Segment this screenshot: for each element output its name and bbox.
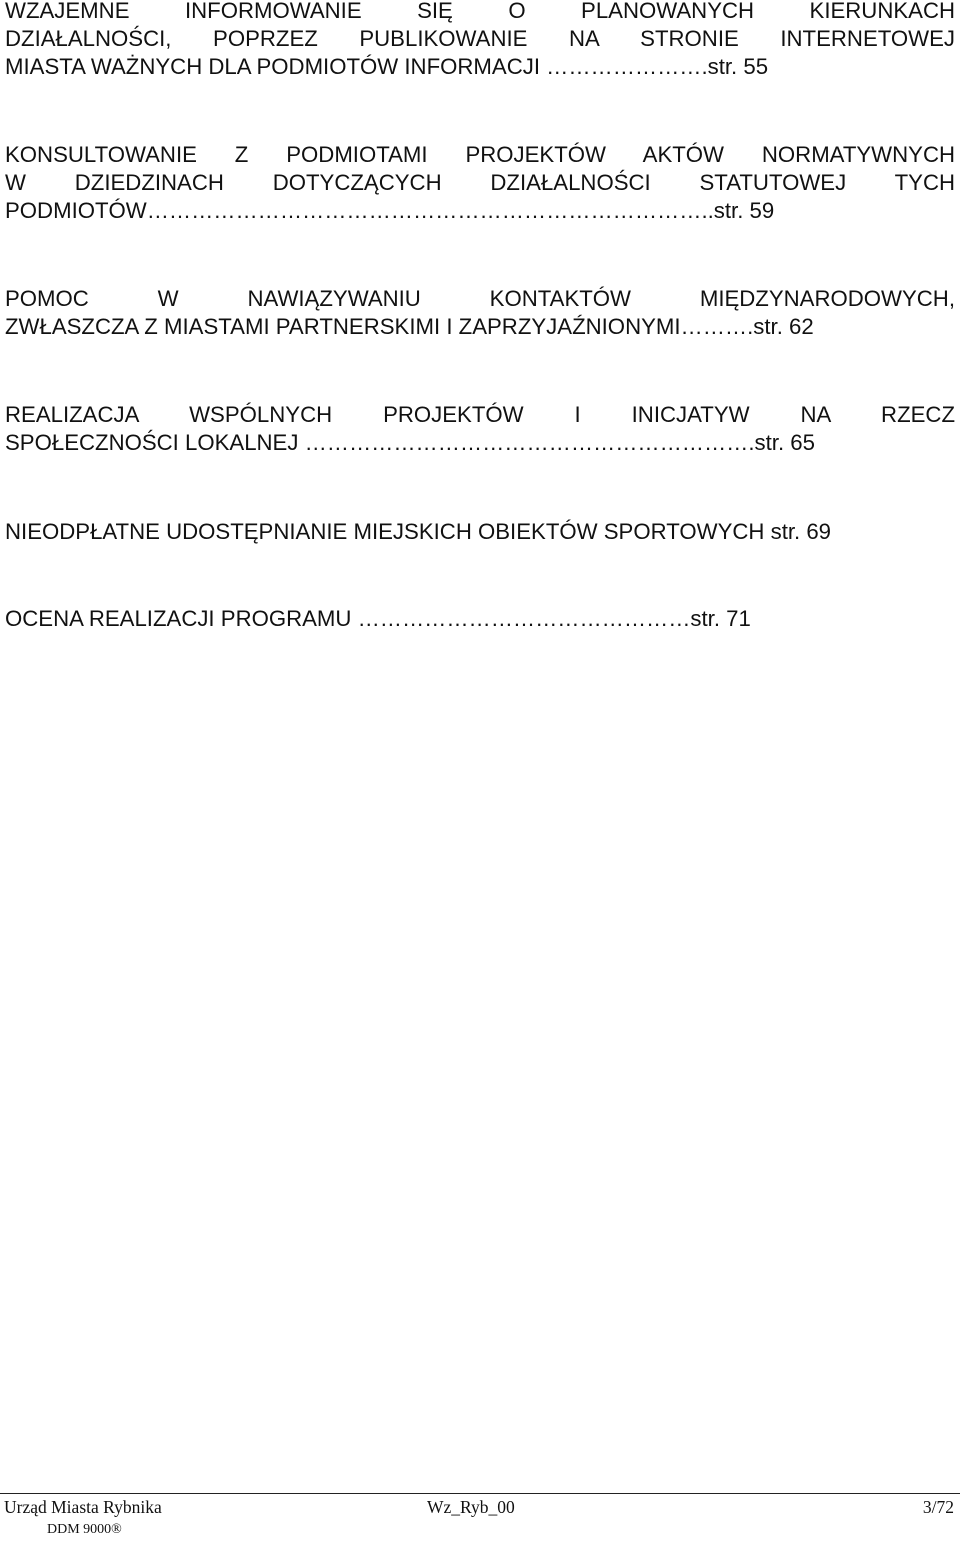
toc-entry[interactable] — [5, 285, 955, 341]
toc-entry-last-line — [5, 518, 955, 546]
toc-entry-title: ZWŁASZCZA Z MIASTAMI PARTNERSKIMI I ZAPRZYJAŹNIONYMI……… — [5, 314, 748, 339]
toc-page-number: .str. 55 — [701, 54, 769, 79]
toc-entry[interactable] — [5, 518, 955, 546]
footer-page-number: 3/72 — [922, 1497, 954, 1517]
toc-entry-last-line — [5, 53, 955, 81]
toc-entry-title: NIEODPŁATNE UDOSTĘPNIANIE MIEJSKICH OBIEKTÓW SPORTOWYCH — [5, 519, 765, 544]
toc-entry-last-line — [5, 313, 955, 341]
toc-entry-title: OCENA REALIZACJI PROGRAMU ……………………………………… — [5, 606, 691, 631]
toc-entry-last-line — [5, 429, 955, 457]
toc-entry-line: W DZIEDZINACH DOTYCZĄCYCH DZIAŁALNOŚCI STATUTOWEJ TYCH — [5, 170, 955, 195]
footer-organization: Urząd Miasta Rybnika — [4, 1497, 162, 1517]
toc-page-number: ..str. 59 — [701, 198, 775, 223]
toc-entry-line: DZIAŁALNOŚCI, POPRZEZ PUBLIKOWANIE NA STRONIE INTERNETOWEJ — [5, 26, 955, 51]
toc-entry-line: REALIZACJA WSPÓLNYCH PROJEKTÓW I INICJATYW NA RZECZ — [5, 402, 955, 427]
footer-document-code: Wz_Ryb_00 — [427, 1497, 515, 1517]
toc-page-number: .str. 65 — [748, 430, 815, 455]
page-footer — [0, 1493, 960, 1537]
toc-entry-title: SPOŁECZNOŚCI LOKALNEJ …………………………………………………… — [5, 430, 749, 455]
toc-entry-line: WZAJEMNE INFORMOWANIE SIĘ O PLANOWANYCH KIERUNKACH — [5, 0, 955, 23]
toc-entry[interactable] — [5, 605, 955, 633]
toc-page-number: str. 69 — [770, 519, 832, 544]
toc-entry-last-line — [5, 605, 955, 633]
toc-entry-last-line — [5, 197, 955, 225]
footer-row — [0, 1497, 960, 1519]
toc-entry[interactable] — [5, 141, 955, 225]
toc-entry-line: KONSULTOWANIE Z PODMIOTAMI PROJEKTÓW AKTÓW NORMATYWNYCH — [5, 142, 955, 167]
toc-page-number: .str. 62 — [747, 314, 814, 339]
toc-entry-title: PODMIOTÓW………………………………………………………………… — [5, 198, 702, 223]
footer-certification: DDM 9000® — [47, 1522, 122, 1537]
toc-entry[interactable] — [5, 401, 955, 457]
toc-entry-title: MIASTA WAŻNYCH DLA PODMIOTÓW INFORMACJI ………………… — [5, 54, 702, 79]
toc-page-number: str. 71 — [690, 606, 751, 631]
toc-entry-line: POMOC W NAWIĄZYWANIU KONTAKTÓW MIĘDZYNARODOWYCH, — [5, 286, 955, 311]
toc-entry[interactable] — [5, 0, 955, 81]
